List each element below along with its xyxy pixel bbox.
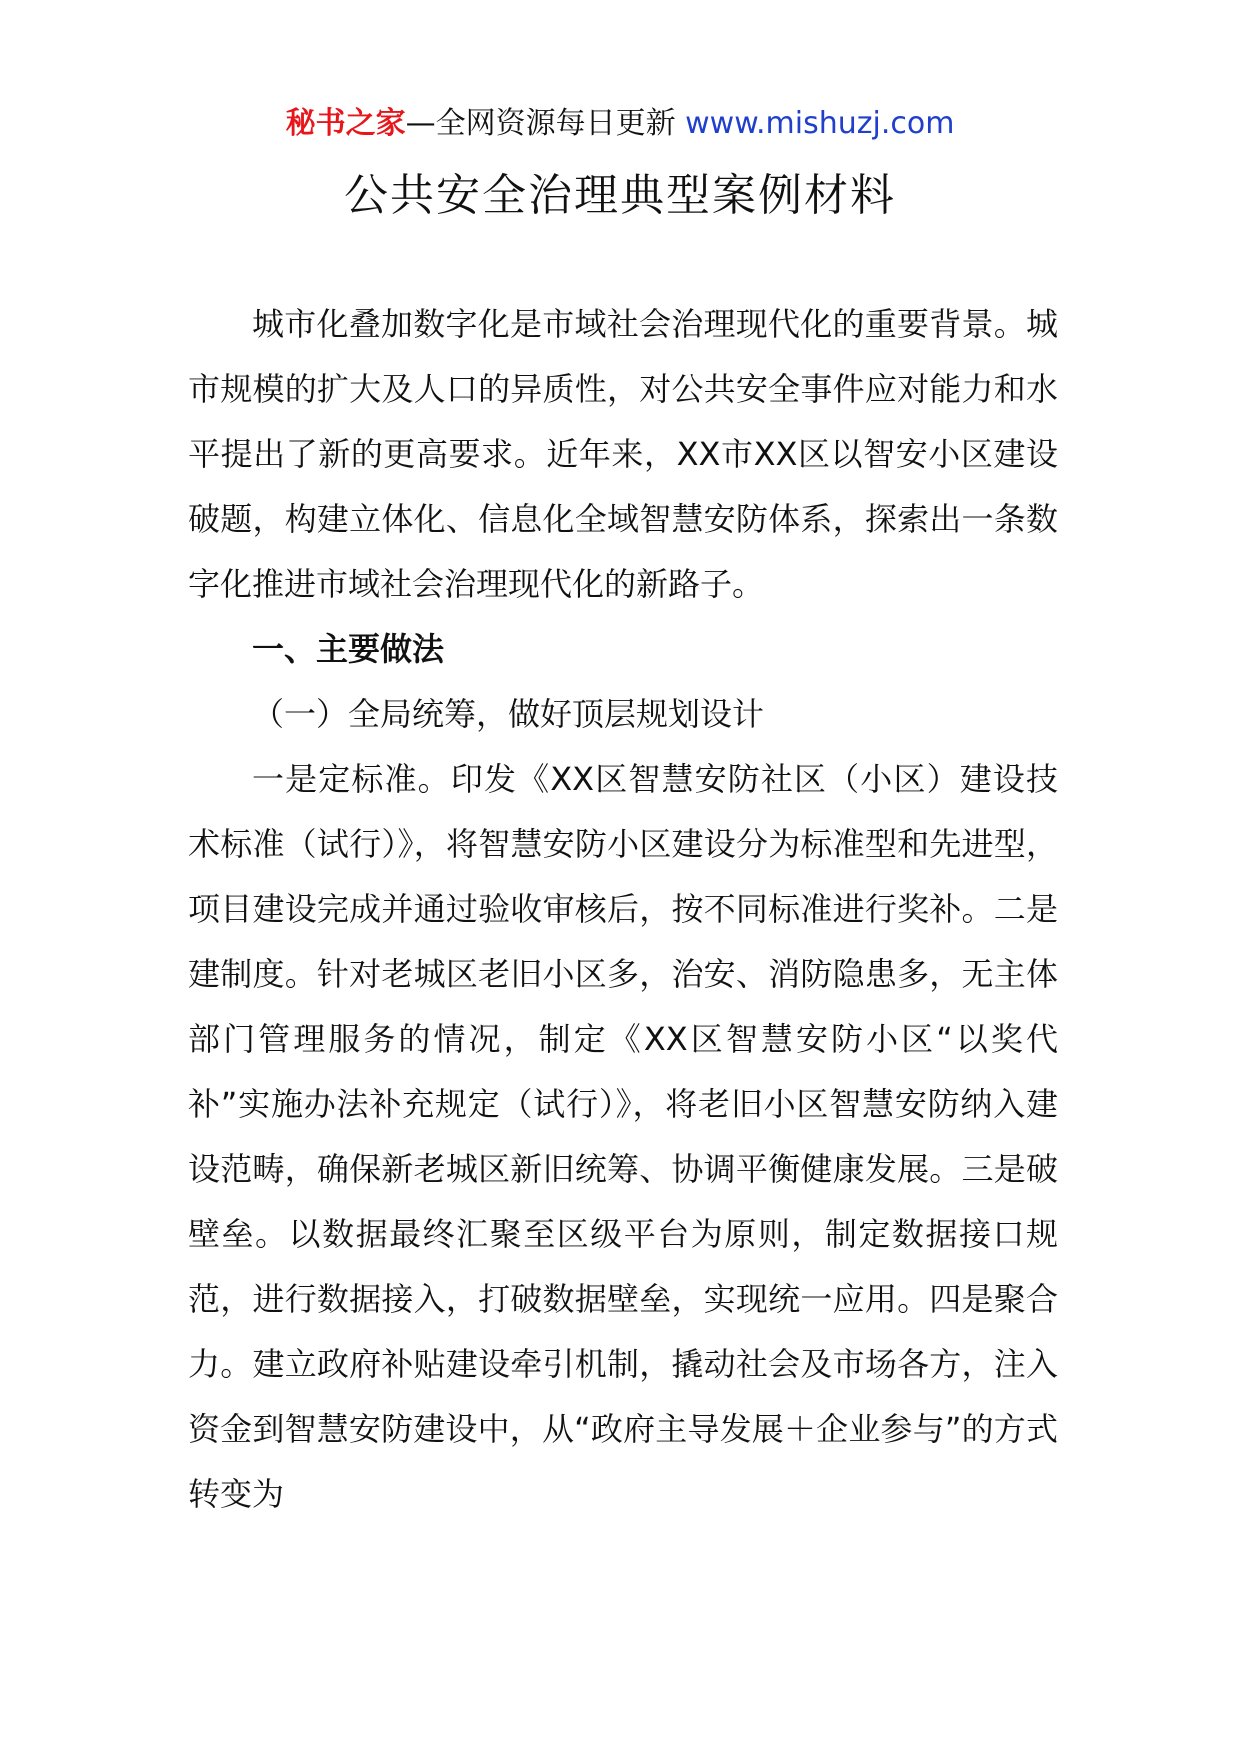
section-heading: 一、主要做法 — [252, 630, 445, 668]
intro-paragraph: 城市化叠加数字化是市域社会治理现代化的重要背景。城市规模的扩大及人口的异质性，对公共安全事件应对能力和水平提出了新的更高要求。近年来，XX市XX区以智安小区建设破题，构建立体化、信息化全域智慧安防体系，探索出一条数字化推进市域社会治理现代化的新路子。 — [188, 305, 1058, 603]
brand-name: 秘书之家 — [285, 106, 406, 141]
site-header — [0, 104, 1240, 144]
document-body — [188, 292, 1058, 1527]
site-url-link[interactable]: www.mishuzj.com — [685, 106, 955, 141]
subsection-heading: （一）全局统筹，做好顶层规划设计 — [252, 695, 765, 733]
document-title: 公共安全治理典型案例材料 — [344, 170, 896, 221]
header-tagline: —全网资源每日更新 — [405, 106, 686, 141]
body-paragraph: 一是定标准。印发《XX区智慧安防社区（小区）建设技术标准（试行）》，将智慧安防小区建设分为标准型和先进型，项目建设完成并通过验收审核后，按不同标准进行奖补。二是建制度。针对老城区老旧小区多，治安、消防隐患多，无主体部门管理服务的情况，制定《XX区智慧安防小区“以奖代补”实施办法补充规定（试行）》，将老旧小区智慧安防纳入建设范畴，确保新老城区新旧统筹、协调平衡健康发展。三是破壁垒。以数据最终汇聚至区级平台为原则，制定数据接口规范，进行数据接入，打破数据壁垒，实现统一应用。四是聚合力。建立政府补贴建设牵引机制，撬动社会及市场各方，注入资金到智慧安防建设中，从“政府主导发展＋企业参与”的方式转变为 — [188, 760, 1058, 1513]
